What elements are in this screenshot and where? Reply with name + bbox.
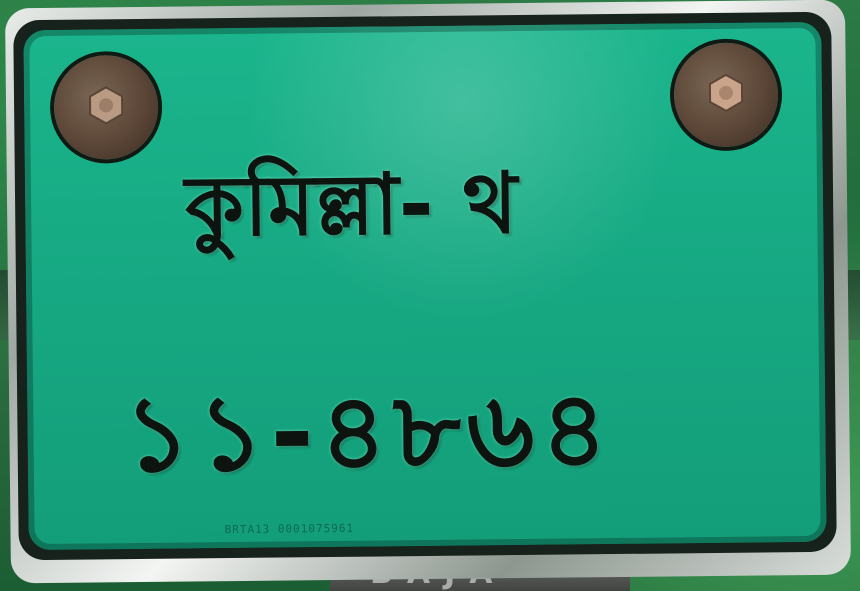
plate-serial-number: BRTA13 0001075961 bbox=[224, 521, 355, 537]
bolt-icon bbox=[673, 42, 778, 147]
license-plate bbox=[13, 12, 837, 561]
plate-city-text: কুমিল্লা- থ bbox=[184, 154, 518, 256]
plate-face bbox=[23, 22, 826, 550]
bolt-icon bbox=[54, 55, 159, 160]
plate-registration-number: ১১-৪৮৬৪ bbox=[122, 368, 615, 496]
